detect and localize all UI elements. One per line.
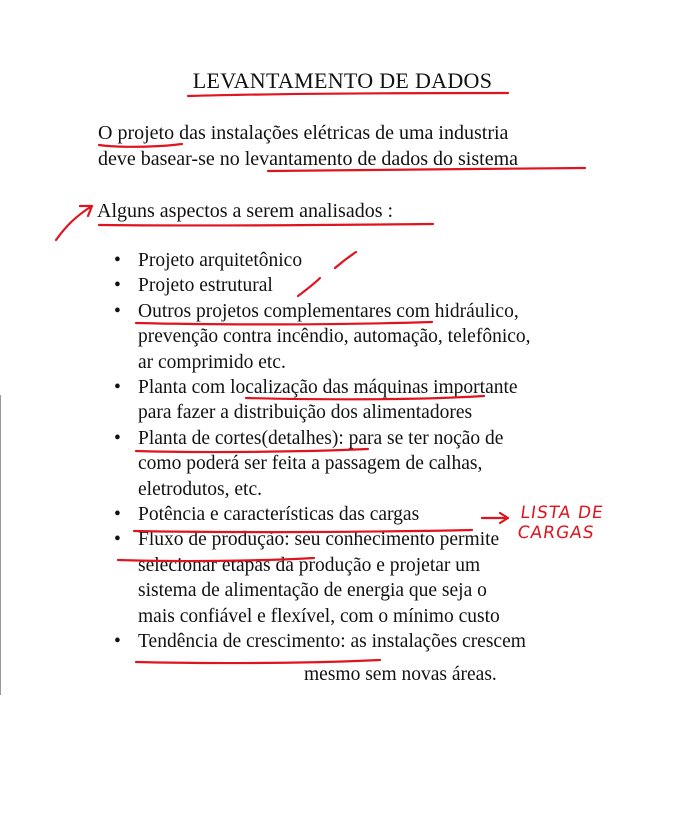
list-item-line: Projeto estrutural: [138, 275, 273, 297]
handwritten-note: LISTA DE CARGAS: [516, 503, 606, 543]
list-item-line: Tendência de crescimento: as instalações crescem: [138, 631, 526, 653]
bullet-icon: •: [114, 504, 121, 526]
list-item: [112, 273, 672, 298]
list-item-line: Projeto arquitetônico: [138, 250, 303, 271]
page-title: LEVANTAMENTO DE DADOS: [192, 68, 493, 93]
list-item: [112, 629, 672, 654]
list-item-line: como poderá ser feita a passagem de calhas,: [138, 453, 483, 475]
list-item: [112, 299, 672, 375]
bullet-icon: •: [114, 250, 121, 271]
underline-aspects: [99, 224, 433, 225]
list-item-line: Outros projetos complementares com hidráulico,: [138, 300, 519, 322]
aspects-list: [112, 248, 672, 655]
aspects-heading: Alguns aspectos a serem analisados :: [97, 200, 394, 222]
intro-line-1: O projeto das instalações elétricas de uma industria: [98, 122, 509, 144]
underline-tendencia: [136, 660, 380, 663]
bullet-icon: •: [114, 275, 121, 297]
last-item-continuation: mesmo sem novas áreas.: [304, 664, 497, 685]
list-item: [112, 375, 672, 426]
bullet-icon: •: [114, 529, 121, 551]
arrow-to-aspects-icon: [56, 206, 92, 240]
list-item: [112, 248, 672, 273]
list-item-line: Potência e características das cargas: [138, 504, 420, 526]
intro-line-2: deve basear-se no levantamento de dados do sistema: [98, 148, 519, 170]
bullet-icon: •: [114, 300, 121, 322]
bullet-icon: •: [114, 631, 121, 653]
intro-paragraph: [98, 120, 518, 172]
list-item-line: ar comprimido etc.: [138, 351, 286, 373]
list-item-line: eletrodutos, etc.: [138, 478, 262, 500]
bullet-icon: •: [114, 377, 121, 399]
list-item-line: Fluxo de produção: seu conhecimento permite: [138, 529, 500, 551]
list-item-line: selecionar etapas da produção e projetar um: [138, 554, 481, 576]
list-item-line: prevenção contra incêndio, automação, telefônico,: [138, 326, 531, 348]
list-item-line: para fazer a distribuição dos alimentadores: [138, 402, 473, 424]
list-item: [112, 426, 672, 502]
list-item-line: Planta com localização das máquinas importante: [138, 377, 518, 399]
list-item-line: Planta de cortes(detalhes): para se ter noção de: [138, 427, 504, 449]
scan-edge-divider: [0, 395, 1, 695]
list-item-line: mais confiável e flexível, com o mínimo custo: [138, 605, 500, 627]
list-item-line: sistema de alimentação de energia que seja o: [138, 580, 487, 602]
bullet-icon: •: [114, 427, 121, 449]
